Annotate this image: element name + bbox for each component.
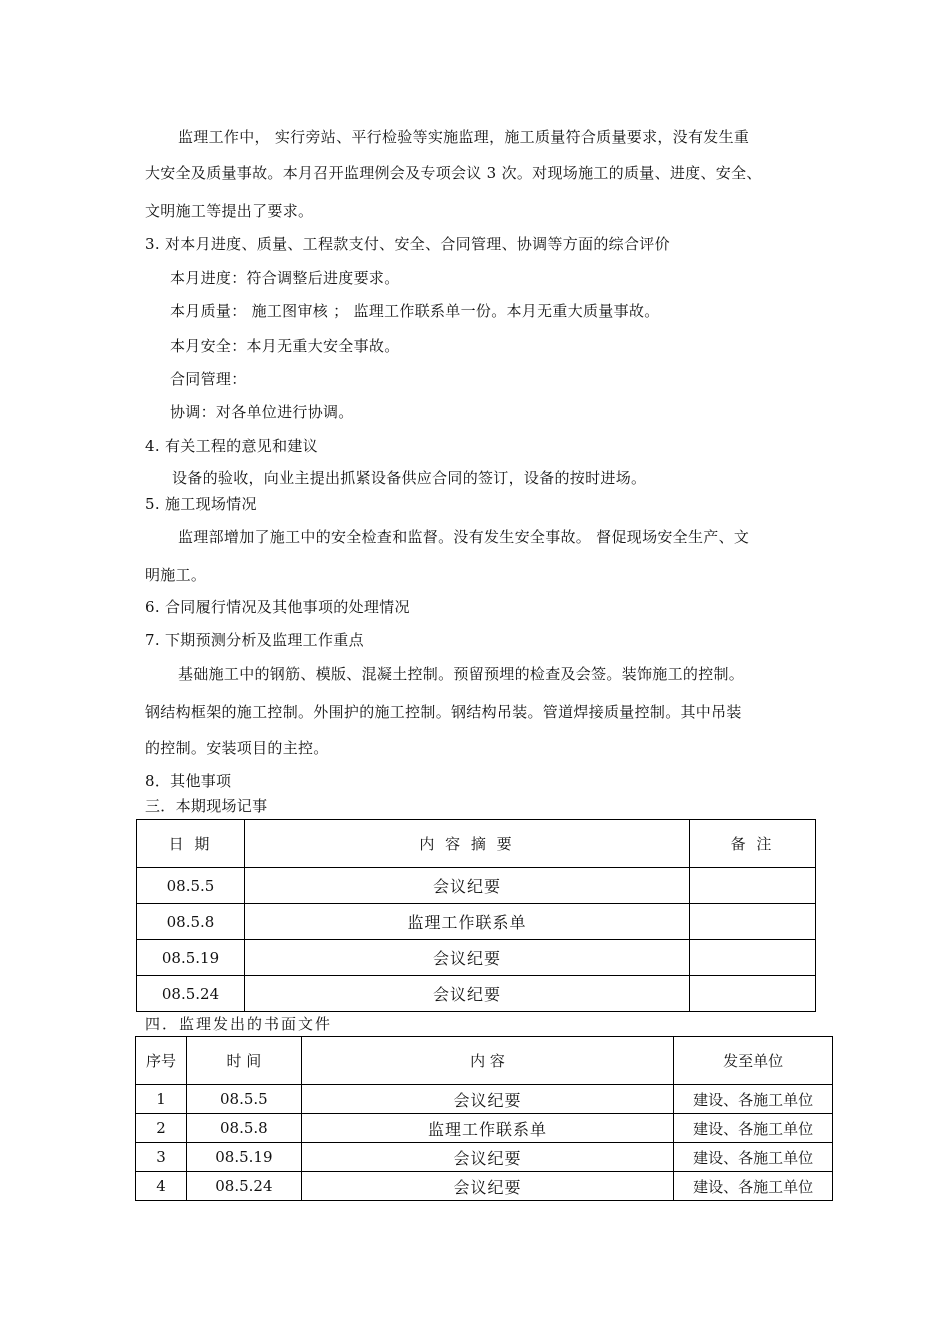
cell-index: 2	[136, 1114, 187, 1143]
paragraph-line: 本月质量： 施工图审核 ； 监理工作联系单一份。本月无重大质量事故。	[170, 302, 660, 320]
list-item-heading: 6. 合同履行情况及其他事项的处理情况	[145, 598, 410, 616]
header-remarks: 备 注	[690, 820, 816, 868]
table-header-row	[136, 1037, 833, 1085]
cell-summary: 会议纪要	[245, 940, 690, 976]
paragraph-line: 的控制。安装项目的主控。	[145, 739, 329, 757]
cell-time: 08.5.5	[186, 1085, 301, 1114]
cell-remarks	[690, 868, 816, 904]
cell-date: 08.5.5	[137, 868, 245, 904]
cell-remarks	[690, 940, 816, 976]
table-row	[137, 940, 816, 976]
cell-summary: 会议纪要	[245, 976, 690, 1012]
header-recipient: 发至单位	[674, 1037, 833, 1085]
cell-summary: 监理工作联系单	[245, 904, 690, 940]
header-date: 日 期	[137, 820, 245, 868]
paragraph-line: 大安全及质量事故。本月召开监理例会及专项会议 3 次。对现场施工的质量、进度、安全、	[145, 164, 762, 182]
paragraph-line: 协调：对各单位进行协调。	[170, 403, 354, 421]
table-row	[136, 1172, 833, 1201]
list-item-heading: 5. 施工现场情况	[145, 495, 257, 513]
header-index: 序号	[136, 1037, 187, 1085]
cell-recipient: 建设、各施工单位	[674, 1172, 833, 1201]
list-item-heading: 3. 对本月进度、质量、工程款支付、安全、合同管理、协调等方面的综合评价	[145, 235, 670, 253]
issued-documents-table	[135, 1036, 833, 1201]
cell-date: 08.5.19	[137, 940, 245, 976]
cell-time: 08.5.19	[186, 1143, 301, 1172]
cell-content: 会议纪要	[301, 1172, 673, 1201]
cell-time: 08.5.24	[186, 1172, 301, 1201]
cell-time: 08.5.8	[186, 1114, 301, 1143]
cell-remarks	[690, 904, 816, 940]
paragraph-line: 合同管理：	[170, 370, 247, 388]
cell-content: 监理工作联系单	[301, 1114, 673, 1143]
table-row	[136, 1085, 833, 1114]
header-time: 时 间	[186, 1037, 301, 1085]
cell-remarks	[690, 976, 816, 1012]
cell-recipient: 建设、各施工单位	[674, 1143, 833, 1172]
cell-index: 1	[136, 1085, 187, 1114]
list-item-heading: 8．其他事项	[145, 772, 232, 790]
section-heading: 四．监理发出的书面文件	[145, 1015, 333, 1033]
cell-content: 会议纪要	[301, 1085, 673, 1114]
paragraph-line: 文明施工等提出了要求。	[145, 202, 314, 220]
paragraph-line: 设备的验收，向业主提出抓紧设备供应合同的签订，设备的按时进场。	[172, 469, 647, 487]
paragraph-line: 本月进度：符合调整后进度要求。	[170, 269, 400, 287]
table-header-row	[137, 820, 816, 868]
cell-content: 会议纪要	[301, 1143, 673, 1172]
table-row	[137, 868, 816, 904]
paragraph-line: 本月安全：本月无重大安全事故。	[170, 337, 400, 355]
cell-date: 08.5.8	[137, 904, 245, 940]
list-item-heading: 7. 下期预测分析及监理工作重点	[145, 631, 364, 649]
paragraph-line: 基础施工中的钢筋、模版、混凝土控制。预留预埋的检查及会签。装饰施工的控制。	[178, 665, 745, 683]
table-row	[137, 976, 816, 1012]
paragraph-line: 监理部增加了施工中的安全检查和监督。没有发生安全事故。 督促现场安全生产、文	[178, 528, 750, 546]
header-summary: 内 容 摘 要	[245, 820, 690, 868]
table-row	[136, 1143, 833, 1172]
cell-summary: 会议纪要	[245, 868, 690, 904]
cell-index: 4	[136, 1172, 187, 1201]
list-item-heading: 4. 有关工程的意见和建议	[145, 437, 318, 455]
paragraph-line: 钢结构框架的施工控制。外围护的施工控制。钢结构吊装。管道焊接质量控制。其中吊装	[145, 703, 742, 721]
section-heading: 三．本期现场记事	[145, 797, 268, 815]
cell-date: 08.5.24	[137, 976, 245, 1012]
cell-recipient: 建设、各施工单位	[674, 1114, 833, 1143]
paragraph-line: 明施工。	[145, 566, 207, 584]
paragraph-line: 监理工作中， 实行旁站、平行检验等实施监理，施工质量符合质量要求，没有发生重	[178, 128, 750, 146]
cell-recipient: 建设、各施工单位	[674, 1085, 833, 1114]
table-row	[136, 1114, 833, 1143]
cell-index: 3	[136, 1143, 187, 1172]
table-row	[137, 904, 816, 940]
site-records-table	[136, 819, 816, 1012]
header-content: 内 容	[301, 1037, 673, 1085]
